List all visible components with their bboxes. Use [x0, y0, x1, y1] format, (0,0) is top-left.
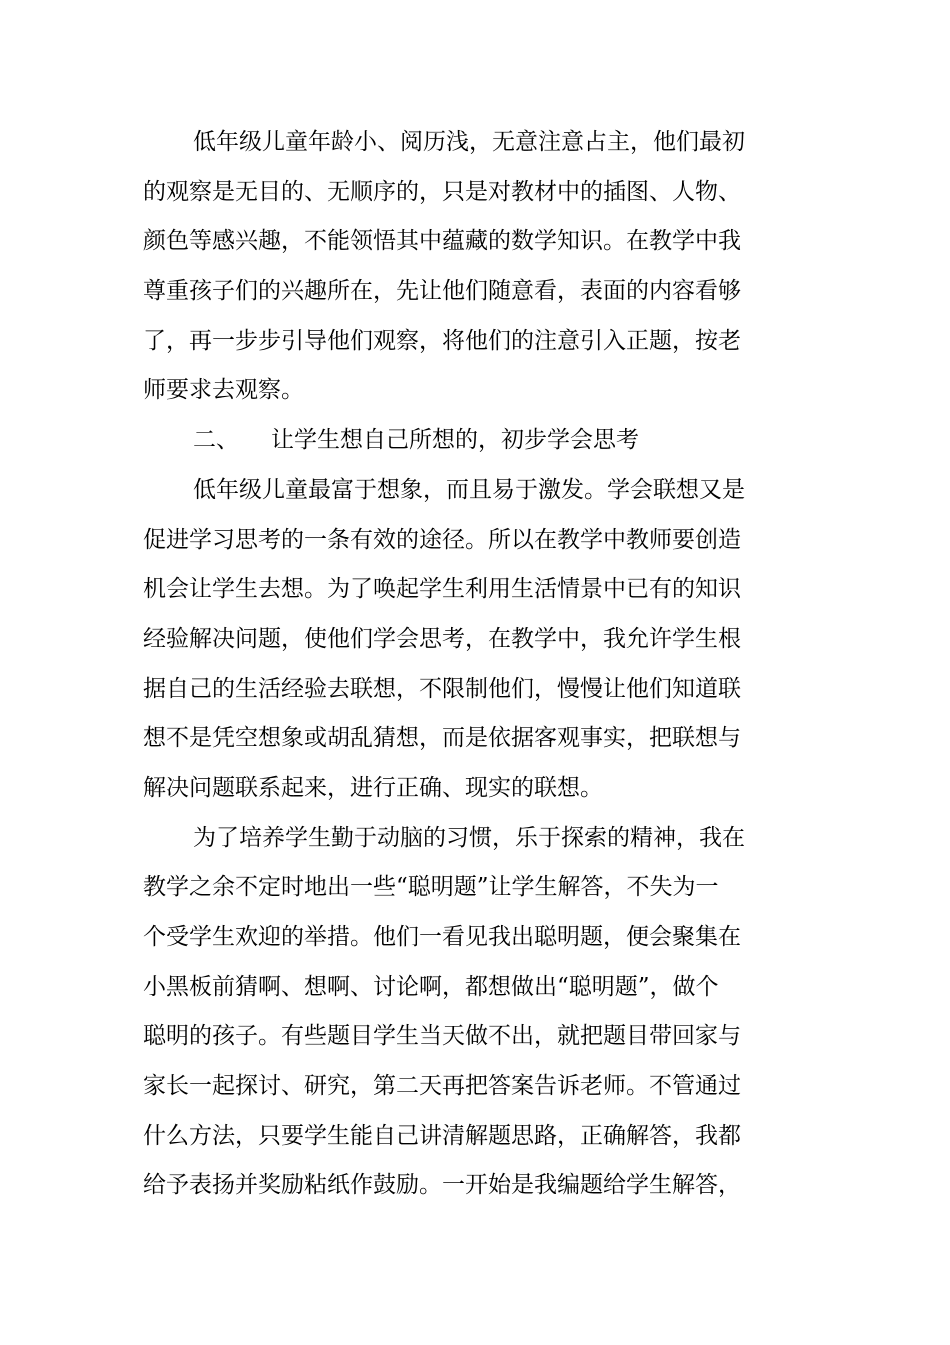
text-line: 经验解决问题，使他们学会思考，在教学中，我允许学生根: [143, 625, 741, 652]
text-line: 为了培养学生勤于动脑的习惯，乐于探索的精神，我在: [193, 824, 745, 851]
text-line: 个受学生欢迎的举措。他们一看见我出聪明题，便会聚集在: [143, 924, 741, 950]
text-line: 给予表扬并奖励粘纸作鼓励。一开始是我编题给学生解答，: [143, 1172, 741, 1199]
text-line: 教学之余不定时地出一些“聪明题”让学生解答，不失为一: [143, 874, 719, 901]
text-line: 家长一起探讨、研究，第二天再把答案告诉老师。不管通过: [143, 1073, 741, 1100]
text-line: 据自己的生活经验去联想，不限制他们，慢慢让他们知道联: [143, 675, 741, 702]
paragraph-1: [143, 118, 753, 416]
text-line: 的观察是无目的、无顺序的，只是对教材中的插图、人物、: [143, 178, 741, 205]
text-line: 低年级儿童年龄小、阅历浅，无意注意占主，他们最初: [193, 129, 745, 155]
text-line: 想不是凭空想象或胡乱猜想，而是依据客观事实，把联想与: [143, 725, 741, 752]
text-line: 聪明的孩子。有些题目学生当天做不出，就把题目带回家与: [143, 1023, 741, 1050]
text-line: 什么方法，只要学生能自己讲清解题思路，正确解答，我都: [143, 1122, 741, 1149]
section-number: 二、: [193, 427, 239, 454]
section-heading: [143, 416, 753, 466]
text-line: 促进学习思考的一条有效的途径。所以在教学中教师要创造: [143, 526, 741, 553]
text-line: 低年级儿童最富于想象，而且易于激发。学会联想又是: [193, 476, 745, 503]
text-line: 尊重孩子们的兴趣所在，先让他们随意看，表面的内容看够: [143, 278, 741, 305]
paragraph-3: [143, 814, 753, 1212]
text-line: 小黑板前猜啊、想啊、讨论啊，都想做出“聪明题”，做个: [143, 973, 719, 1000]
text-line: 师要求去观察。: [143, 377, 304, 404]
text-line: 解决问题联系起来，进行正确、现实的联想。: [143, 774, 603, 801]
section-title: 让学生想自己所想的，初步学会思考: [271, 427, 639, 454]
paragraph-2: [143, 466, 753, 814]
text-line: 颜色等感兴趣，不能领悟其中蕴藏的数学知识。在教学中我: [143, 228, 741, 255]
text-line: 机会让学生去想。为了唤起学生利用生活情景中已有的知识: [143, 576, 741, 603]
text-line: 了，再一步步引导他们观察，将他们的注意引入正题，按老: [143, 327, 741, 354]
document-body: [143, 118, 753, 1211]
